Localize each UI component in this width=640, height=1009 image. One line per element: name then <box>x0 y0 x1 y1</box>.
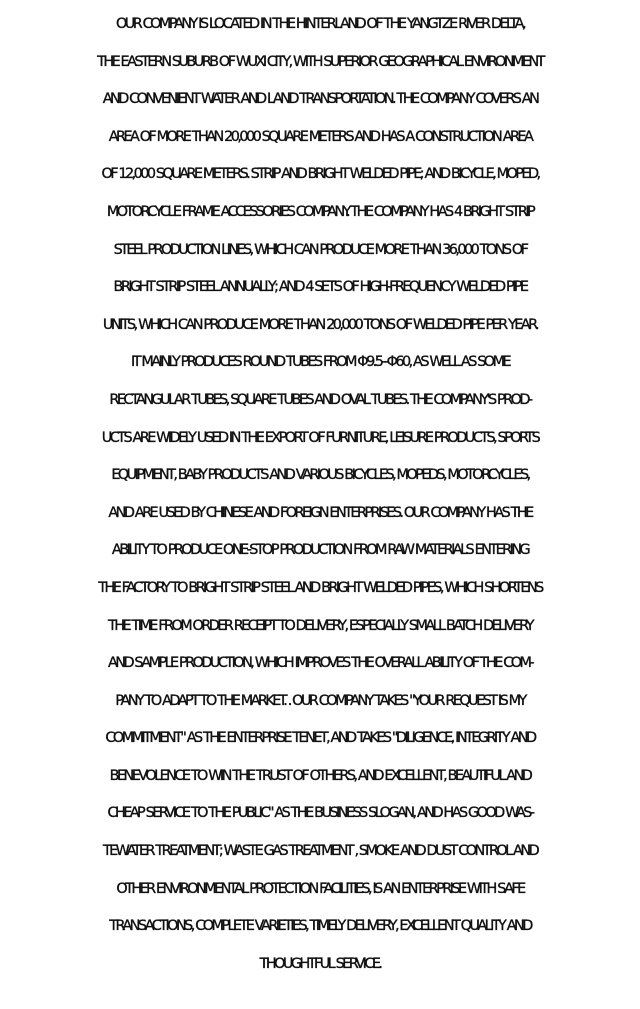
text-line: COMMITMENT" AS THE ENTERPRISE TENET, AND TAKES "DILIGENCE, INTEGRITY AND <box>105 730 535 747</box>
text-line: MOTORCYCLE FRAME ACCESSORIES COMPANY. THE COMPANY HAS 4 BRIGHT STRIP <box>106 203 534 220</box>
text-line: EQUIPMENT, BABY PRODUCTS AND VARIOUS BICYCLES, MOPEDS, MOTORCYCLES, <box>111 467 529 484</box>
text-line: RECTANGULAR TUBES, SQUARE TUBES AND OVAL TUBES. THE COMPANY'S PROD- <box>109 391 531 408</box>
text-line: ABILITY TO PRODUCE ONE-STOP PRODUCTION FROM RAW MATERIALS ENTERING <box>111 542 529 559</box>
company-profile-text <box>0 6 640 983</box>
text-line: AND CONVENIENT WATER AND LAND TRANSPORTATION. THE COMPANY COVERS AN <box>102 91 538 108</box>
text-line: BENEVOLENCE TO WIN THE TRUST OF OTHERS, AND EXCELLENT, BEAUTIFUL AND <box>109 767 531 784</box>
text-line: UCTS ARE WIDELY USED IN THE EXPORT OF FURNITURE, LEISURE PRODUCTS, SPORTS <box>101 429 539 446</box>
text-line: TRANSACTIONS, COMPLETE VARIETIES, TIMELY DELIVERY, EXCELLENT QUALITY AND <box>109 918 531 935</box>
text-line: THOUGHTFUL SERVICE. <box>259 955 381 972</box>
text-line: IT MAINLY PRODUCES ROUND TUBES FROM Φ9.5--Φ60, AS WELL AS SOME <box>131 354 509 371</box>
text-line: THE FACTORY TO BRIGHT STRIP STEEL AND BRIGHT WELDED PIPES, WHICH SHORTENS <box>98 579 542 596</box>
text-line: OF 12,000 SQUARE METERS. STRIP AND BRIGHT WELDED PIPE; AND BICYCLE, MOPED, <box>101 166 539 183</box>
text-line: PANY TO ADAPT TO THE MARKET. . OUR COMPANY TAKES "YOUR REQUEST IS MY <box>115 692 525 709</box>
text-line: TEWATER TREATMENT; WASTE GAS TREATMENT , SMOKE AND DUST CONTROL AND <box>102 843 538 860</box>
text-line: THE TIME FROM ORDER RECEIPT TO DELIVERY, ESPECIALLY SMALL BATCH DELIVERY <box>108 617 532 634</box>
text-line: OTHER ENVIRONMENTAL PROTECTION FACILITIES, IS AN ENTERPRISE WITH SAFE <box>116 880 524 897</box>
text-line: UNITS, WHICH CAN PRODUCE MORE THAN 20,000 TONS OF WELDED PIPE PER YEAR. <box>102 316 538 333</box>
text-line: STEEL PRODUCTION LINES, WHICH CAN PRODUCE MORE THAN 36,000 TONS OF <box>113 241 527 258</box>
text-line: AND SAMPLE PRODUCTION, WHICH IMPROVES THE OVERALL ABILITY OF THE COM- <box>107 655 533 672</box>
text-line: BRIGHT STRIP STEEL ANNUALLY; AND 4 SETS OF HIGH-FREQUENCY WELDED PIPE <box>113 279 527 296</box>
text-line: CHEAP SERVICE TO THE PUBLIC" AS THE BUSINESS SLOGAN, AND HAS GOOD WAS- <box>107 805 533 822</box>
text-line: OUR COMPANY IS LOCATED IN THE HINTERLAND OF THE YANGTZE RIVER DELTA, <box>116 16 524 32</box>
text-line: AREA OF MORE THAN 20,000 SQUARE METERS AND HAS A CONSTRUCTION AREA <box>108 128 532 145</box>
text-line: AND ARE USED BY CHINESE AND FOREIGN ENTERPRISES. OUR COMPANY HAS THE <box>108 504 532 521</box>
text-line: THE EASTERN SUBURB OF WUXI CITY, WITH SUPERIOR GEOGRAPHICAL ENVIRONMENT <box>97 53 543 70</box>
